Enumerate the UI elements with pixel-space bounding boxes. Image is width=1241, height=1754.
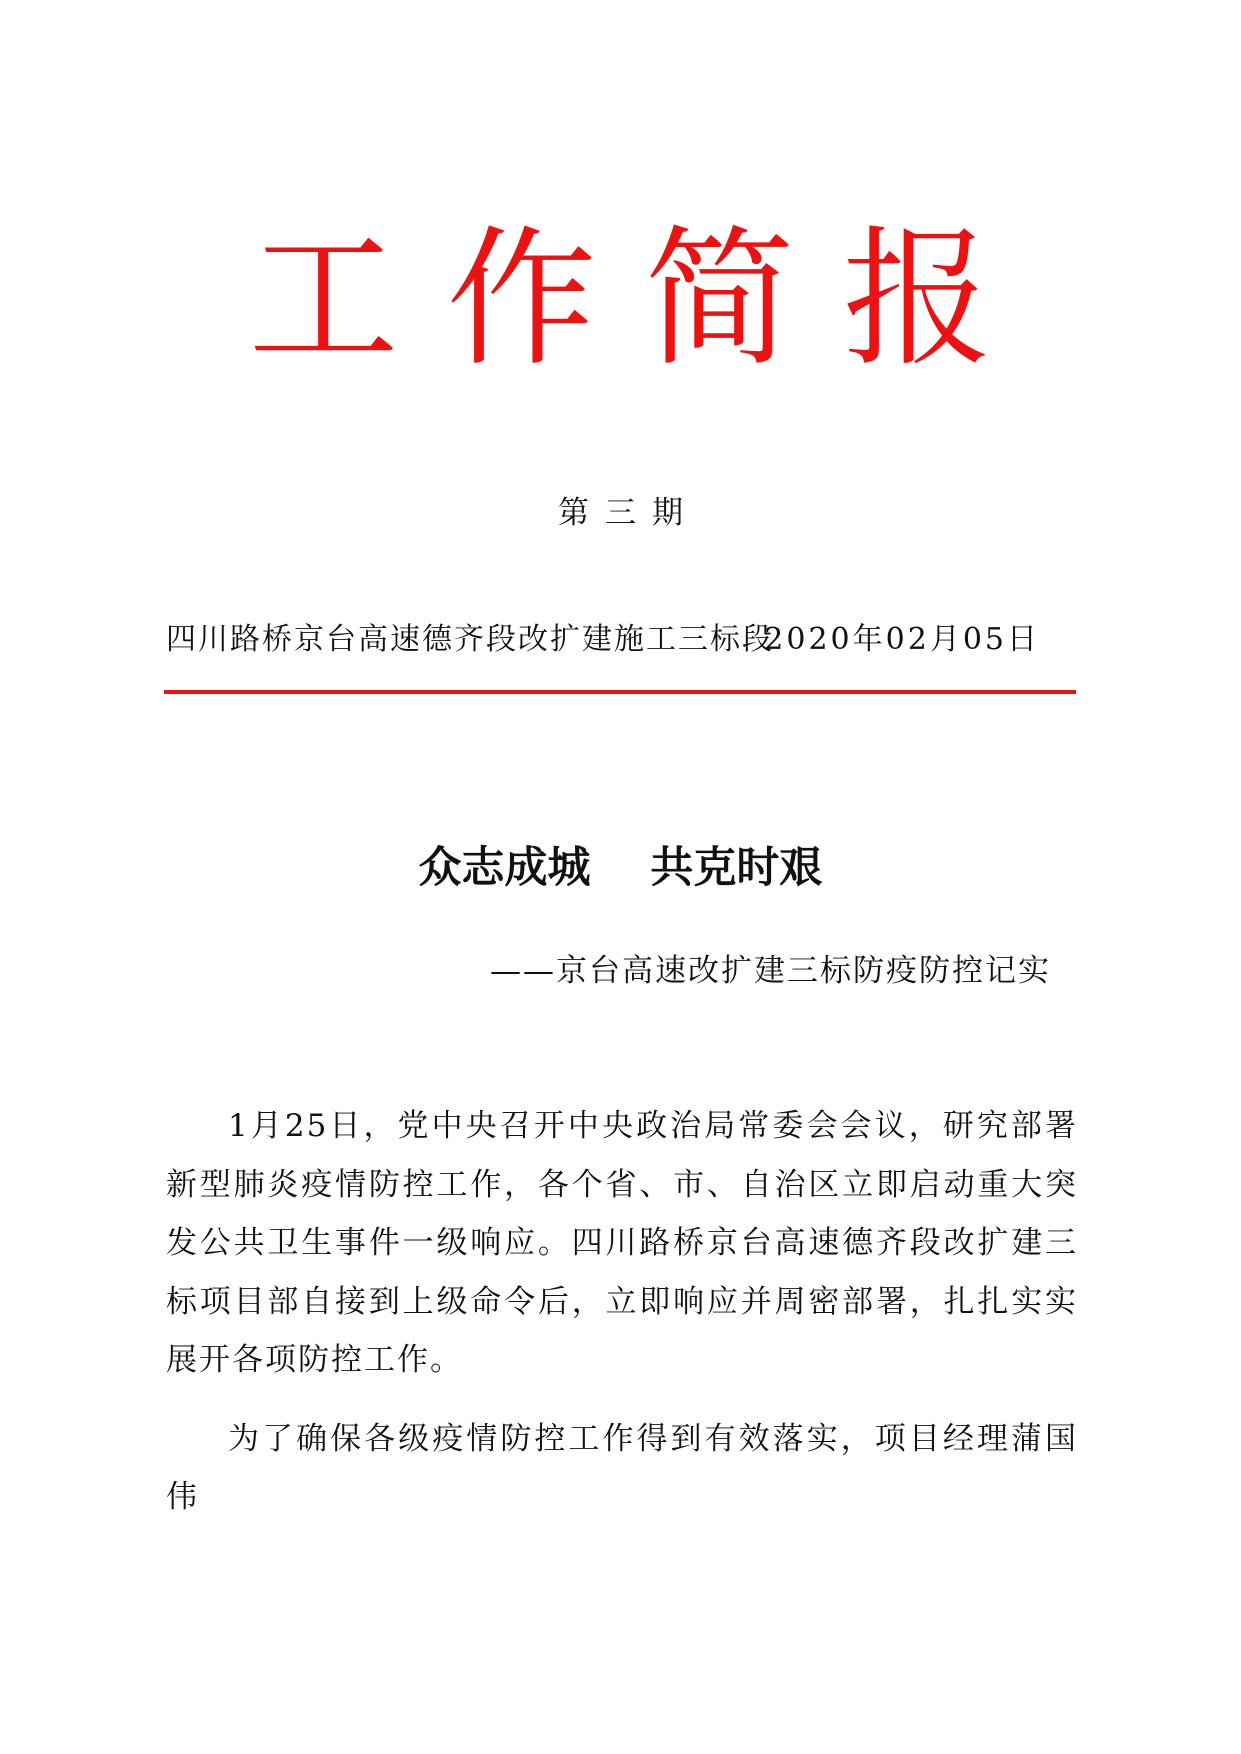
organization-name: 四川路桥京台高速德齐段改扩建施工三标段 bbox=[166, 622, 774, 657]
issue-date: 2020年02月05日 bbox=[764, 622, 1040, 657]
article-body bbox=[166, 1097, 1078, 1527]
article-headline: 众志成城 共克时艰 bbox=[418, 843, 823, 893]
body-paragraph: 1月25日，党中央召开中央政治局常委会会议，研究部署新型肺炎疫情防控工作，各个省、市、自治区立即启动重大突发公共卫生事件一级响应。四川路桥京台高速德齐段改扩建三标项目部自接到上级命令后，立即响应并周密部署，扎扎实实展开各项防控工作。 bbox=[166, 1108, 1078, 1378]
body-paragraph: 为了确保各级疫情防控工作得到有效落实，项目经理蒲国伟 bbox=[166, 1420, 1078, 1515]
red-divider bbox=[164, 690, 1076, 694]
issue-number: 第三期 bbox=[558, 495, 699, 531]
article-subtitle: ——京台高速改扩建三标防疫防控记实 bbox=[490, 953, 1051, 989]
masthead-title: 工作简报 bbox=[248, 213, 1041, 387]
